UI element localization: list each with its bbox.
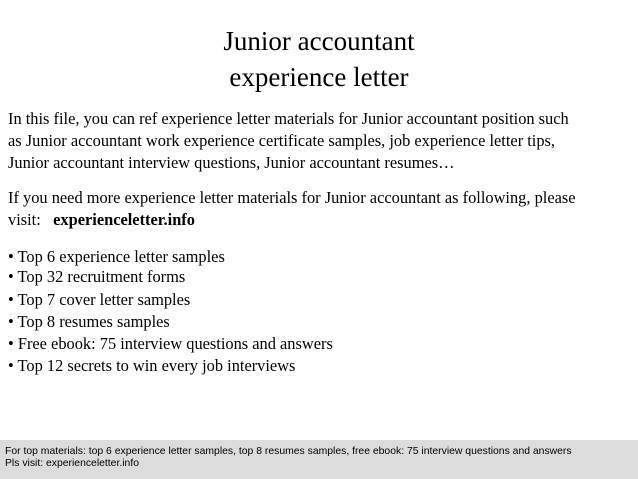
list-item: • Top 6 experience letter samples <box>8 247 225 266</box>
materials-list <box>8 247 333 377</box>
footer-line-1: For top materials: top 6 experience letter samples, top 8 resumes samples, free ebook: 75 interview questions and answers <box>5 446 572 457</box>
list-item: • Top 8 resumes samples <box>8 312 170 331</box>
list-item: • Top 32 recruitment forms <box>8 267 186 286</box>
more-line-1: If you need more experience letter materials for Junior accountant as following, please <box>8 188 576 207</box>
list-item: • Top 12 secrets to win every job interviews <box>8 356 296 375</box>
list-item: • Free ebook: 75 interview questions and answers <box>8 334 333 353</box>
intro-line-1: In this file, you can ref experience letter materials for Junior accountant position such <box>8 109 569 128</box>
footer-line-2: Pls visit: experienceletter.info <box>5 458 139 469</box>
intro-line-2: as Junior accountant work experience certificate samples, job experience letter tips, <box>8 131 556 150</box>
visit-label: visit: <box>8 210 41 229</box>
intro-line-3: Junior accountant interview questions, Junior accountant resumes… <box>8 153 455 172</box>
title-line-1: Junior accountant <box>223 26 415 56</box>
intro-paragraph <box>8 108 633 174</box>
visit-line <box>8 209 633 231</box>
title-line-2: experience letter <box>229 62 409 92</box>
more-materials-paragraph <box>8 187 633 231</box>
list-item: • Top 7 cover letter samples <box>8 290 191 309</box>
website-link[interactable]: experienceletter.info <box>53 210 195 229</box>
footer-bar <box>0 440 638 479</box>
